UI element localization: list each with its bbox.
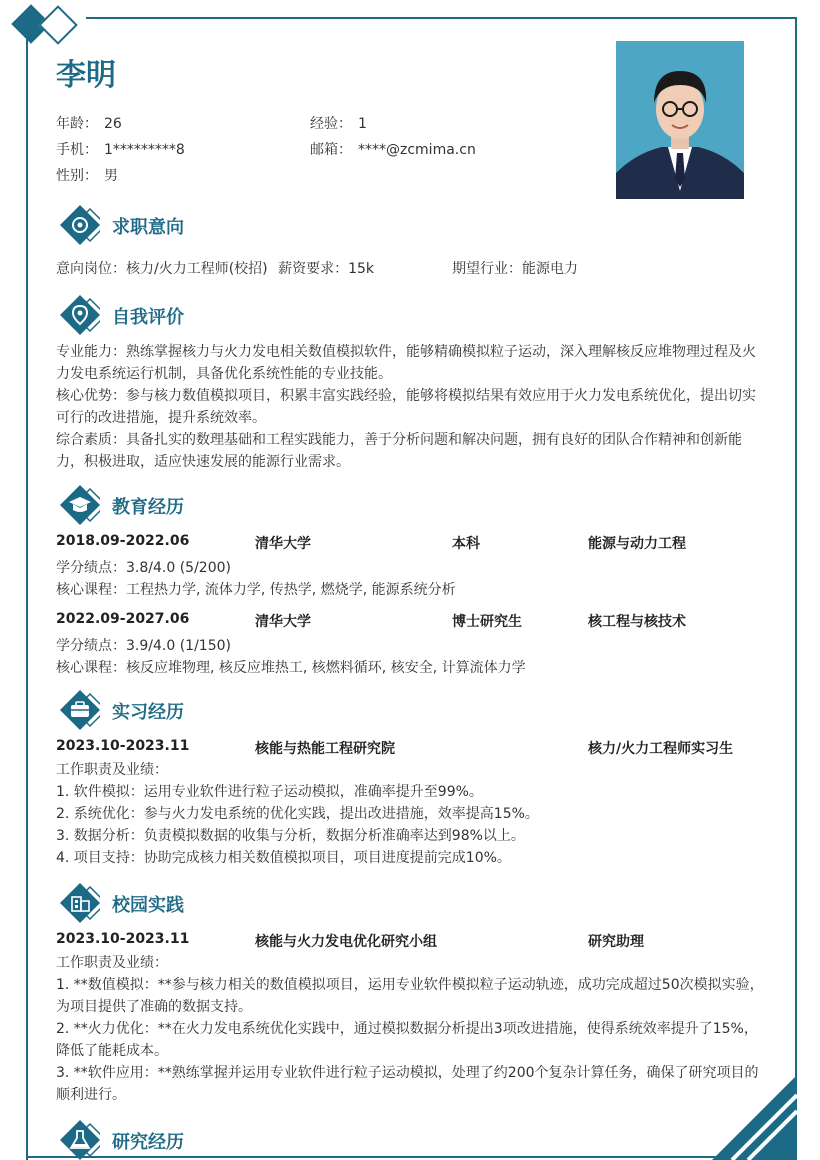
edu-2-gpa: 学分绩点：3.9/4.0 (1/150) bbox=[56, 638, 231, 654]
age-label: 年龄： bbox=[56, 116, 98, 132]
user-location-icon bbox=[60, 295, 100, 335]
intent-position-row bbox=[56, 258, 374, 278]
email-value: ****@zcmima.cn bbox=[358, 142, 476, 158]
gender-row bbox=[56, 165, 118, 185]
edu-2-degree: 博士研究生 bbox=[452, 614, 522, 630]
corner-diamond-outline bbox=[38, 5, 78, 45]
campus-duty-title: 工作职责及业绩： bbox=[56, 955, 168, 971]
section-title-research: 研究经历 bbox=[112, 1132, 184, 1153]
building-icon bbox=[60, 883, 100, 923]
edu-1-courses: 核心课程：工程热力学, 流体力学, 传热学, 燃烧学, 能源系统分析 bbox=[56, 582, 456, 598]
internship-duty-item: 3. 数据分析：负责模拟数据的收集与分析，数据分析准确率达到98%以上。 bbox=[56, 828, 525, 844]
position-value: 核力/火力工程师(校招) bbox=[126, 261, 268, 277]
internship-org: 核能与热能工程研究院 bbox=[255, 741, 395, 757]
flask-icon bbox=[60, 1120, 100, 1160]
campus-duties bbox=[56, 952, 768, 1106]
internship-duty-item: 2. 系统优化：参与火力发电系统的优化实践，提出改进措施，效率提高15%。 bbox=[56, 806, 539, 822]
internship-duty-item: 4. 项目支持：协助完成核力相关数值模拟项目，项目进度提前完成10%。 bbox=[56, 850, 511, 866]
frame-left-line bbox=[26, 36, 28, 1160]
edu-1-degree: 本科 bbox=[452, 536, 480, 552]
edu-2-school: 清华大学 bbox=[255, 614, 311, 630]
campus-duty-item: 3. **软件应用：**熟练掌握并运用专业软件进行粒子运动模拟，处理了约200个复杂计算任务，确保了研究项目的顺利进行。 bbox=[56, 1065, 759, 1103]
section-title-internship: 实习经历 bbox=[112, 702, 184, 723]
email-row bbox=[310, 139, 476, 159]
salary-label: 薪资要求： bbox=[278, 261, 349, 277]
edu-2-major: 核工程与核技术 bbox=[588, 614, 686, 630]
edu-2-courses: 核心课程：核反应堆物理, 核反应堆热工, 核燃料循环, 核安全, 计算流体力学 bbox=[56, 660, 526, 676]
internship-period: 2023.10-2023.11 bbox=[56, 738, 190, 754]
section-title-intent: 求职意向 bbox=[112, 217, 184, 238]
industry-value: 能源电力 bbox=[522, 261, 578, 277]
phone-label: 手机： bbox=[56, 142, 98, 158]
edu-2-period: 2022.09-2027.06 bbox=[56, 611, 190, 627]
section-title-education: 教育经历 bbox=[112, 497, 184, 518]
age-value: 26 bbox=[104, 116, 122, 132]
age-row bbox=[56, 113, 122, 133]
edu-1-school: 清华大学 bbox=[255, 536, 311, 552]
campus-duty-item: 2. **火力优化：**在火力发电系统优化实践中，通过模拟数据分析提出3项改进措施，使得系统效率提升了15%，降低了能耗成本。 bbox=[56, 1021, 758, 1059]
self-eval-strength: 核心优势：参与核力数值模拟项目，积累丰富实践经验，能够将模拟结果有效应用于火力发电系统优化，提出切实可行的改进措施，提升系统效率。 bbox=[56, 388, 756, 426]
self-eval-quality: 综合素质：具备扎实的数理基础和工程实践能力，善于分析问题和解决问题，拥有良好的团队合作精神和创新能力，积极进取，适应快速发展的能源行业需求。 bbox=[56, 432, 742, 470]
target-icon bbox=[60, 205, 100, 245]
section-title-self-eval: 自我评价 bbox=[112, 307, 184, 328]
internship-duty-title: 工作职责及业绩： bbox=[56, 762, 168, 778]
gender-value: 男 bbox=[104, 168, 118, 184]
section-title-campus: 校园实践 bbox=[112, 895, 184, 916]
edu-1-major: 能源与动力工程 bbox=[588, 536, 686, 552]
edu-1-gpa: 学分绩点：3.8/4.0 (5/200) bbox=[56, 560, 231, 576]
position-label: 意向岗位： bbox=[56, 261, 126, 277]
frame-right-line bbox=[795, 17, 797, 1160]
experience-value: 1 bbox=[358, 116, 367, 132]
edu-1-period: 2018.09-2022.06 bbox=[56, 533, 190, 549]
profile-photo bbox=[616, 41, 744, 199]
campus-period: 2023.10-2023.11 bbox=[56, 931, 190, 947]
graduation-cap-icon bbox=[60, 485, 100, 525]
campus-org: 核能与火力发电优化研究小组 bbox=[255, 934, 437, 950]
email-label: 邮箱： bbox=[310, 142, 352, 158]
self-eval-professional: 专业能力：熟练掌握核力与火力发电相关数值模拟软件，能够精确模拟粒子运动，深入理解核反应堆物理过程及火力发电系统运行机制，具备优化系统性能的专业技能。 bbox=[56, 344, 756, 382]
internship-duties bbox=[56, 759, 768, 869]
internship-role: 核力/火力工程师实习生 bbox=[588, 741, 734, 757]
phone-value: 1*********8 bbox=[104, 142, 185, 158]
self-eval-text bbox=[56, 341, 768, 473]
frame-top-line bbox=[86, 17, 797, 19]
internship-duty-item: 1. 软件模拟：运用专业软件进行粒子运动模拟，准确率提升至99%。 bbox=[56, 784, 483, 800]
candidate-name: 李明 bbox=[56, 58, 116, 93]
industry-label: 期望行业： bbox=[452, 261, 522, 277]
intent-industry-row bbox=[452, 258, 578, 278]
campus-duty-item: 1. **数值模拟：**参与核力相关的数值模拟项目，运用专业软件模拟粒子运动轨迹，成功完成超过50次模拟实验，为项目提供了准确的数据支持。 bbox=[56, 977, 764, 1015]
salary-value: 15k bbox=[348, 261, 375, 277]
briefcase-icon bbox=[60, 690, 100, 730]
experience-row bbox=[310, 113, 367, 133]
frame-bottom-line bbox=[26, 1156, 797, 1158]
experience-label: 经验： bbox=[310, 116, 352, 132]
gender-label: 性别： bbox=[56, 168, 98, 184]
phone-row bbox=[56, 139, 185, 159]
campus-role: 研究助理 bbox=[588, 934, 644, 950]
